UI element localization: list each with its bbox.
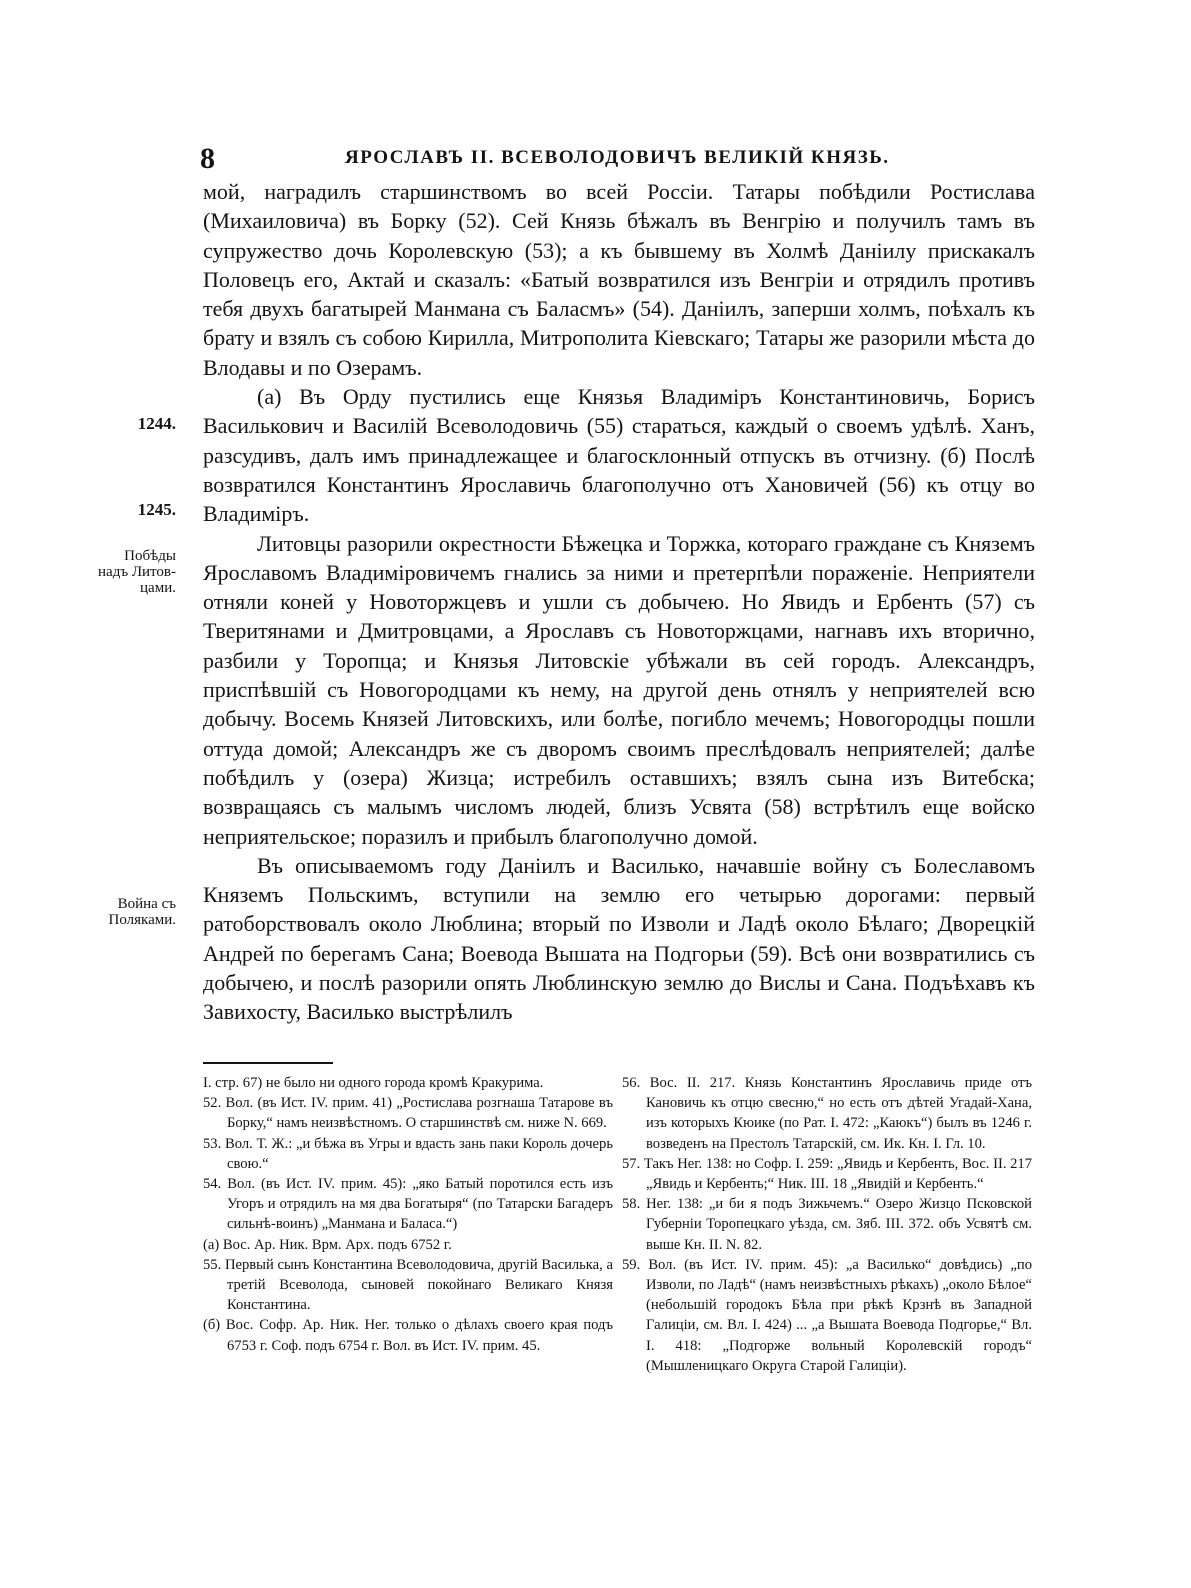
margin-note-line: надъ Литов-	[98, 564, 176, 580]
footnote: 58. Нег. 138: „и би я подъ Зижьчемъ.“ Озеро Жизцо Псковской Губерніи Торопецкаго уѣзда, см. Зяб. III. 372. объ Усвятѣ см. выше Кн. II. N. 82.	[622, 1196, 1032, 1253]
footnote: 56. Вос. II. 217. Князь Константинъ Ярославичь приде отъ Кановичь къ отцю свесню,“ но есть отъ дѣтей Угадай-Хана, изъ которыхъ Кюике (по Рат. I. 472: „Каюкъ“) былъ въ 1246 г. возведенъ на Престолъ Татарскій, см. Ик. Кн. I. Гл. 10.	[622, 1075, 1032, 1152]
footnote-rule	[203, 1062, 333, 1064]
running-title: ЯРОСЛАВЪ II. ВСЕВОЛОДОВИЧЪ ВЕЛИКІЙ КНЯЗЬ.	[345, 147, 890, 168]
page-number: 8	[200, 142, 215, 175]
footnote: (б) Вос. Софр. Ар. Ник. Нег. только о дѣлахъ своего края подъ 6753 г. Соф. подъ 6754 г. Вол. въ Ист. IV. прим. 45.	[203, 1317, 613, 1354]
main-text	[203, 177, 1035, 1027]
footnote: 55. Первый сынъ Константина Всеволодовича, другій Василька, а третій Всеволода, сыновей покойнаго Великаго Князя Константина.	[203, 1256, 613, 1314]
footnotes-left-column	[203, 1073, 613, 1356]
margin-note-line: цами.	[140, 580, 176, 596]
paragraph-continuation: мой, наградилъ старшинствомъ во всей Россіи. Татары побѣдили Ростиславa (Михаиловича) въ Борку (52). Сей Князь бѣжалъ въ Венгрію и получилъ тамъ въ супружество дочь Королевскую (53); а къ бывшему въ Холмѣ Даніилу прискакалъ Половецъ его, Актай и сказалъ: «Батый возвратился изъ Венгріи и отрядилъ противъ тебя двухъ багатырей Манмана съ Баласмъ» (54). Даніилъ, заперши холмъ, поѣхалъ къ брату и взялъ съ собою Кирилла, Митрополита Кіевскаго; Татары же разорили мѣста до Влодавы и по Озерамъ.	[203, 179, 1035, 380]
margin-note-line: Поляками.	[108, 912, 176, 928]
margin-note-war	[108, 896, 176, 928]
margin-year-1245: 1245.	[137, 500, 176, 519]
paragraph-horde: (а) Въ Орду пустились еще Князья Владиміръ Константиновичь, Борисъ Василькович и Василій Всеволодовичь (55) стараться, каждый о своемъ удѣлѣ. Ханъ, разсудивъ, далъ имъ принадлежащее и благосклонный отпускъ въ отчизну. (б) Послѣ возвратился Константинъ Ярославичь благополучно отъ Хановичей (56) къ отцу во Владиміръ.	[203, 384, 1035, 527]
margin-note-line: Война съ	[117, 896, 176, 912]
footnote: 59. Вол. (въ Ист. IV. прим. 45): „а Василько“ довѣдись) „по Изволи, по Ладѣ“ (намъ неизвѣстныхъ рѣкахъ) „около Бѣлое“ (небольшій городокъ Бѣла при рѣкѣ Крзнѣ въ Западной Галиціи, см. Вл. I. 424) ... „а Вышата Воевода Подгорье,“ Вл. I. 418: „Подгорже вольный Королевскій городъ“ (Мышленицкаго Округа Старой Галиціи).	[622, 1256, 1032, 1374]
margin-note-victory	[98, 548, 176, 596]
footnote: (а) Вос. Ар. Ник. Врм. Арх. подъ 6752 г.	[203, 1236, 452, 1253]
footnote: 57. Такъ Нег. 138: но Софр. I. 259: „Явидь и Кербенть, Вос. II. 217 „Явидь и Кербенть;“ Ник. III. 18 „Явидій и Кербенть.“	[622, 1155, 1033, 1193]
footnote: 53. Вол. Т. Ж.: „и бѣжа въ Угры и вдасть зань паки Король дочерь свою.“	[203, 1135, 613, 1172]
paragraph-lithuanians: Литовцы разорили окрестности Бѣжецка и Торжка, котораго граждане съ Княземъ Ярославомъ Владиміровичемъ гнались за ними и претерпѣли пораженіе. Неприятели отняли коней у Новоторжцевъ и ушли съ добычею. Но Явидъ и Ербенть (57) съ Тверитянами и Дмитровцами, а Ярославъ съ Новоторжцами, нагнавъ ихъ вторично, разбили у Торопца; и Князья Литовскіе убѣжали въ сей городъ. Александръ, приспѣвшій съ Новогородцами къ нему, на другой день отнялъ у неприятелей всю добычу. Восемь Князей Литовскихъ, или болѣе, погибло мечемъ; Новогородцы пошли оттуда домой; Александръ же съ дворомъ своимъ преслѣдовалъ неприятелей; далѣе побѣдилъ у (озера) Жизца; истребилъ оставшихъ; взялъ сына изъ Витебска; возвращаясь съ малымъ числомъ людей, близъ Усвята (58) встрѣтилъ еще войско неприятельское; поразилъ и прибылъ благополучно домой.	[203, 530, 1035, 849]
margin-note-line: Побѣды	[124, 548, 176, 564]
margin-year-1244: 1244.	[137, 414, 176, 433]
footnote: I. стр. 67) не было ни одного города кромѣ Кракурима.	[203, 1075, 544, 1091]
paragraph-poland-war: Въ описываемомъ году Даніилъ и Василько, начавшіе войну съ Болеславомъ Княземъ Польскимъ, вступили на землю его четырью дорогами: первый ратоборствовалъ около Люблина; вторый по Изволи и Ладѣ около Бѣлаго; Дворецкій Андрей по берегамъ Сана; Воевода Вышата на Подгорьи (59). Всѣ они возвратились съ добычею, и послѣ разорили опять Люблинскую землю до Вислы и Сана. Подъѣхавъ къ Завихосту, Василько выстрѣлилъ	[203, 852, 1035, 1025]
footnote: 54. Вол. (въ Ист. IV. прим. 45): „яко Батый поротился есть изъ Угоръ и отрядилъ на мя два Богатыря“ (по Татарски Багадеръ сильнѣ-воинъ) „Манмана и Баласа.“)	[203, 1176, 613, 1233]
footnotes-right-column	[622, 1073, 1032, 1376]
footnote: 52. Вол. (въ Ист. IV. прим. 41) „Ростислава розгнаша Татарове въ Борку,“ намъ неизвѣстномъ. О старшинствѣ см. ниже N. 669.	[203, 1095, 613, 1132]
